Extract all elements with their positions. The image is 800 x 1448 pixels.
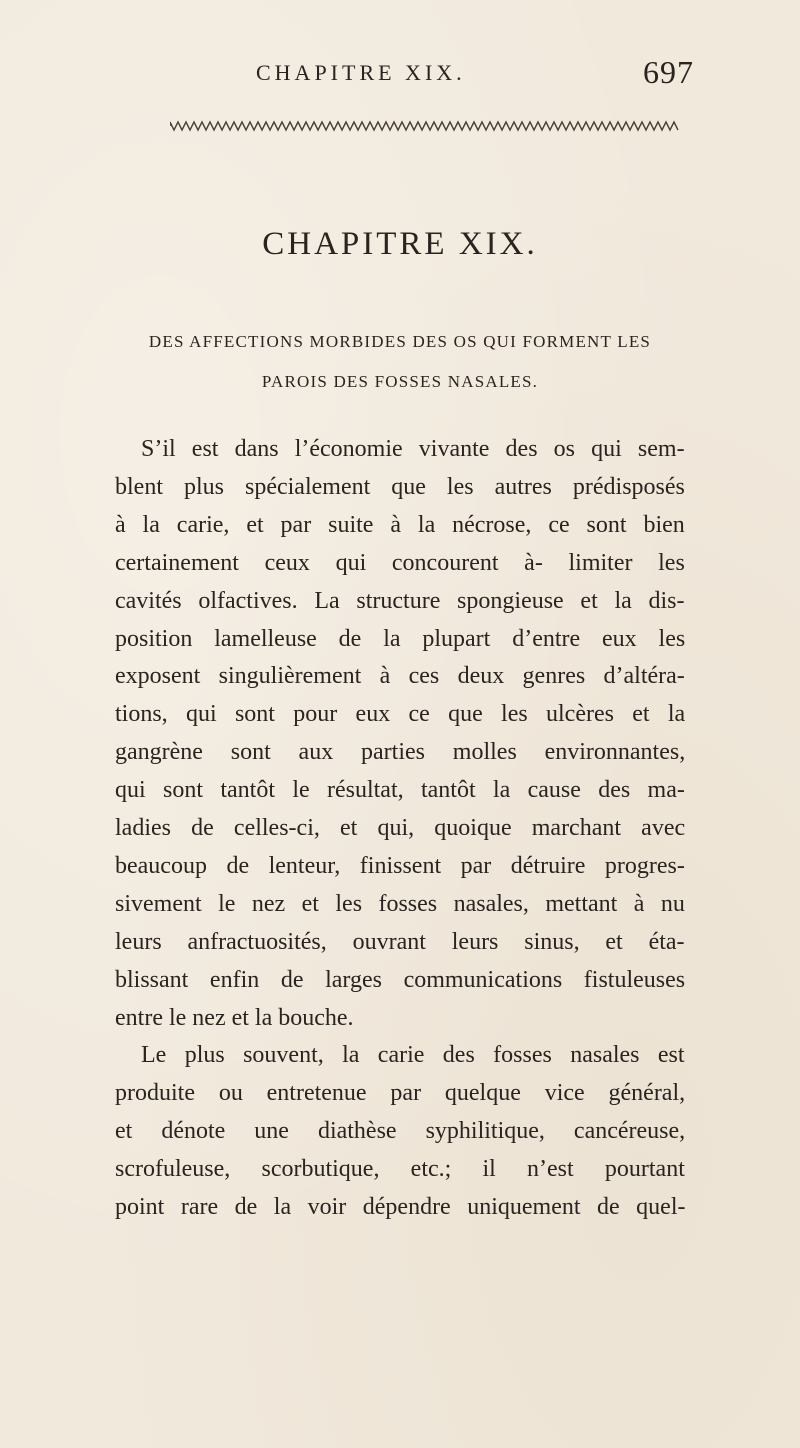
text-line: qui sont tantôt le résultat, tantôt la cause des ma- [115, 777, 685, 804]
text-line: blissant enfin de larges communications fistuleuses [115, 966, 686, 993]
text-line: Le plus souvent, la carie des fosses nasales est [141, 1042, 685, 1069]
page-number: 697 [643, 54, 694, 90]
text-line: à la carie, et par suite à la nécrose, ce sont bien [115, 511, 685, 538]
text-line: S’il est dans l’économie vivante des os qui sem- [141, 436, 685, 462]
text-line: leurs anfractuosités, ouvrant leurs sinus, et éta- [115, 928, 685, 955]
text-line: entre le nez et la bouche. [115, 1004, 354, 1031]
text-line: exposent singulièrement à ces deux genres d’altéra- [115, 663, 685, 690]
ornamental-rule [170, 120, 680, 132]
text-line: beaucoup de lenteur, finissent par détruire progres- [115, 852, 685, 879]
chapter-title: CHAPITRE XIX. [262, 226, 538, 262]
text-line: certainement ceux qui concourent à- limiter les [115, 549, 685, 576]
text-line: position lamelleuse de la plupart d’entre eux les [115, 625, 686, 652]
text-line: tions, qui sont pour eux ce que les ulcères et la [115, 701, 686, 728]
chapter-subtitle-line-2: PAROIS DES FOSSES NASALES. [261, 372, 539, 391]
text-line: point rare de la voir dépendre uniquement de quel- [115, 1194, 686, 1220]
text-line: cavités olfactives. La structure spongieuse et la dis- [115, 587, 685, 614]
chapter-subtitle-line-1: DES AFFECTIONS MORBIDES DES OS QUI FORMENT LES [148, 332, 652, 351]
text-line: et dénote une diathèse syphilitique, cancéreuse, [115, 1118, 686, 1145]
text-line: ladies de celles-ci, et qui, quoique marchant avec [115, 815, 686, 841]
running-title: CHAPITRE XIX. [256, 60, 466, 85]
running-head [0, 54, 800, 100]
text-line: scrofuleuse, scorbutique, etc.; il n’est pourtant [115, 1156, 685, 1183]
text-line: gangrène sont aux parties molles environnantes, [115, 739, 686, 766]
text-line: sivement le nez et les fosses nasales, mettant à nu [115, 890, 685, 917]
text-line: blent plus spécialement que les autres prédisposés [115, 473, 685, 500]
text-line: produite ou entretenue par quelque vice général, [115, 1080, 686, 1107]
